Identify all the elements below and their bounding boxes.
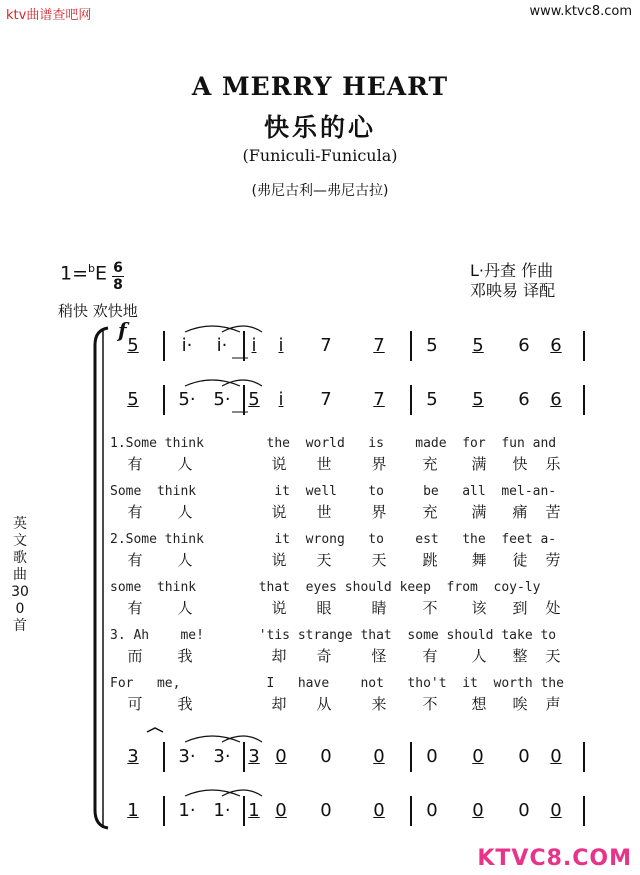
- lyric-line-en: For me, I have not tho't it worth the: [110, 676, 564, 691]
- lyric-char-cn: 快: [512, 455, 528, 473]
- lyric-char-cn: 乐: [545, 455, 561, 473]
- lyric-char-cn: 睛: [371, 599, 387, 617]
- note-row2-5: 7: [320, 389, 332, 410]
- lyric-line-en: Some think it well to be all mel-an-: [110, 484, 557, 499]
- lyric-char-cn: 劳: [545, 551, 561, 569]
- note-row1-4: i: [278, 335, 284, 356]
- lyric-char-cn: 满: [471, 455, 487, 473]
- lyric-char-cn: 天: [545, 647, 561, 665]
- lyric-char-cn: 怪: [371, 647, 387, 665]
- lyric-line-en: some think that eyes should keep from coy-ly: [110, 580, 541, 595]
- note-row4-5: 0: [320, 800, 332, 821]
- lyric-char-cn: 不: [422, 599, 438, 617]
- note-row3-4: 0: [275, 746, 287, 767]
- lyric-char-cn: 却: [271, 695, 287, 713]
- lyric-char-cn: 天: [316, 551, 332, 569]
- note-row2-2: 5·: [213, 389, 231, 410]
- tie: [185, 736, 240, 742]
- lyric-char-cn: 天: [371, 551, 387, 569]
- lyric-char-cn: 而: [127, 647, 143, 665]
- lyric-char-cn: 来: [371, 695, 387, 713]
- subtitle-cn: (弗尼古利—弗尼古拉): [251, 183, 389, 199]
- note-row2-0: 5: [127, 389, 139, 410]
- lyric-char-cn: 世: [316, 455, 332, 473]
- lyric-char-cn: 人: [177, 455, 193, 473]
- watermark-site-cn: ktv曲谱查吧网: [6, 8, 92, 23]
- note-row4-3: 1: [248, 800, 260, 821]
- note-row1-10: 6: [550, 335, 562, 356]
- subtitle: (Funiculi-Funicula): [242, 146, 398, 165]
- lyric-char-cn: 眼: [316, 599, 332, 617]
- note-row1-3: i: [251, 335, 257, 356]
- tie: [185, 326, 240, 332]
- lyric-char-cn: 处: [545, 599, 561, 617]
- lyric-char-cn: 舞: [471, 551, 487, 569]
- note-row2-9: 6: [518, 389, 530, 410]
- lyric-char-cn: 满: [471, 503, 487, 521]
- note-row2-8: 5: [472, 389, 484, 410]
- tie: [222, 736, 262, 742]
- lyric-char-cn: 有: [127, 551, 143, 569]
- tie: [222, 326, 262, 332]
- watermark-logo: KTVC8.COM: [477, 846, 632, 871]
- lyric-char-cn: 我: [177, 647, 193, 665]
- dynamic-marking: f: [118, 318, 127, 342]
- time-signature: 6 8: [113, 260, 123, 293]
- lyric-char-cn: 充: [422, 455, 438, 473]
- page-title: A MERRY HEART: [191, 72, 449, 101]
- note-row3-5: 0: [320, 746, 332, 767]
- note-row4-9: 0: [518, 800, 530, 821]
- lyric-char-cn: 有: [127, 455, 143, 473]
- lyric-char-cn: 说: [271, 599, 287, 617]
- lyric-char-cn: 跳: [422, 551, 438, 569]
- page-title-cn: 快乐的心: [263, 113, 376, 142]
- lyric-char-cn: 从: [316, 695, 332, 713]
- lyric-char-cn: 声: [545, 695, 561, 713]
- note-row4-8: 0: [472, 800, 484, 821]
- note-row3-9: 0: [518, 746, 530, 767]
- lyric-char-cn: 有: [422, 647, 438, 665]
- note-row1-1: i·: [181, 335, 193, 356]
- key-signature: 1=$^b$E: [60, 262, 108, 285]
- lyric-char-cn: 人: [177, 503, 193, 521]
- lyric-char-cn: 苦: [545, 503, 561, 521]
- note-row1-8: 5: [472, 335, 484, 356]
- lyric-char-cn: 到: [512, 599, 528, 617]
- note-row2-4: i: [278, 389, 284, 410]
- note-row1-7: 5: [426, 335, 438, 356]
- lyric-line-en: 1.Some think the world is made for fun and: [110, 436, 557, 451]
- lyric-char-cn: 我: [177, 695, 193, 713]
- note-row4-1: 1·: [178, 800, 196, 821]
- note-row3-3: 3: [248, 746, 260, 767]
- lyric-line-en: 3. Ah me! 'tis strange that some should take to: [110, 628, 557, 643]
- note-row3-7: 0: [426, 746, 438, 767]
- note-row2-1: 5·: [178, 389, 196, 410]
- lyric-char-cn: 有: [127, 599, 143, 617]
- note-row3-1: 3·: [178, 746, 196, 767]
- lyric-char-cn: 世: [316, 503, 332, 521]
- note-row3-0: 3: [127, 746, 139, 767]
- accent-mark: [147, 728, 163, 732]
- lyric-char-cn: 界: [371, 503, 387, 521]
- lyric-char-cn: 可: [127, 695, 143, 713]
- lyric-line-en: 2.Some think it wrong to est the feet a-: [110, 532, 557, 547]
- lyric-char-cn: 唉: [512, 695, 528, 713]
- lyric-char-cn: 界: [371, 455, 387, 473]
- side-book-title-text: 英文歌曲300首: [11, 516, 29, 634]
- lyric-char-cn: 该: [471, 599, 487, 617]
- note-row2-7: 5: [426, 389, 438, 410]
- tie: [222, 790, 262, 796]
- note-row1-0: 5: [127, 335, 139, 356]
- composer-credit: L·丹查 作曲: [470, 261, 554, 280]
- tie: [222, 380, 262, 386]
- note-row3-6: 0: [373, 746, 385, 767]
- note-row3-8: 0: [472, 746, 484, 767]
- note-row4-7: 0: [426, 800, 438, 821]
- lyric-char-cn: 说: [271, 503, 287, 521]
- lyric-char-cn: 想: [471, 695, 487, 713]
- note-row2-3: 5: [248, 389, 260, 410]
- note-row1-5: 7: [320, 335, 332, 356]
- note-row4-0: 1: [127, 800, 139, 821]
- translator-credit: 邓映易 译配: [470, 281, 556, 300]
- tie: [185, 790, 240, 796]
- note-row4-2: 1·: [213, 800, 231, 821]
- lyric-char-cn: 人: [471, 647, 487, 665]
- lyric-char-cn: 人: [177, 599, 193, 617]
- lyric-char-cn: 奇: [316, 647, 332, 665]
- tempo-marking: 稍快 欢快地: [58, 302, 138, 320]
- lyric-char-cn: 有: [127, 503, 143, 521]
- note-row1-9: 6: [518, 335, 530, 356]
- note-row1-2: i·: [216, 335, 228, 356]
- note-row2-10: 6: [550, 389, 562, 410]
- lyric-char-cn: 痛: [512, 503, 528, 521]
- tie: [185, 380, 240, 386]
- lyric-char-cn: 徒: [512, 551, 528, 569]
- system-bracket: [95, 328, 108, 828]
- lyric-char-cn: 人: [177, 551, 193, 569]
- note-row4-10: 0: [550, 800, 562, 821]
- lyric-char-cn: 充: [422, 503, 438, 521]
- note-row3-2: 3·: [213, 746, 231, 767]
- note-row1-6: 7: [373, 335, 385, 356]
- note-row4-4: 0: [275, 800, 287, 821]
- watermark-site-url: www.ktvc8.com: [529, 4, 632, 19]
- note-row4-6: 0: [373, 800, 385, 821]
- lyric-char-cn: 不: [422, 695, 438, 713]
- note-row2-6: 7: [373, 389, 385, 410]
- lyric-char-cn: 却: [271, 647, 287, 665]
- lyric-char-cn: 整: [512, 647, 528, 665]
- note-row3-10: 0: [550, 746, 562, 767]
- lyric-char-cn: 说: [271, 551, 287, 569]
- lyric-char-cn: 说: [271, 455, 287, 473]
